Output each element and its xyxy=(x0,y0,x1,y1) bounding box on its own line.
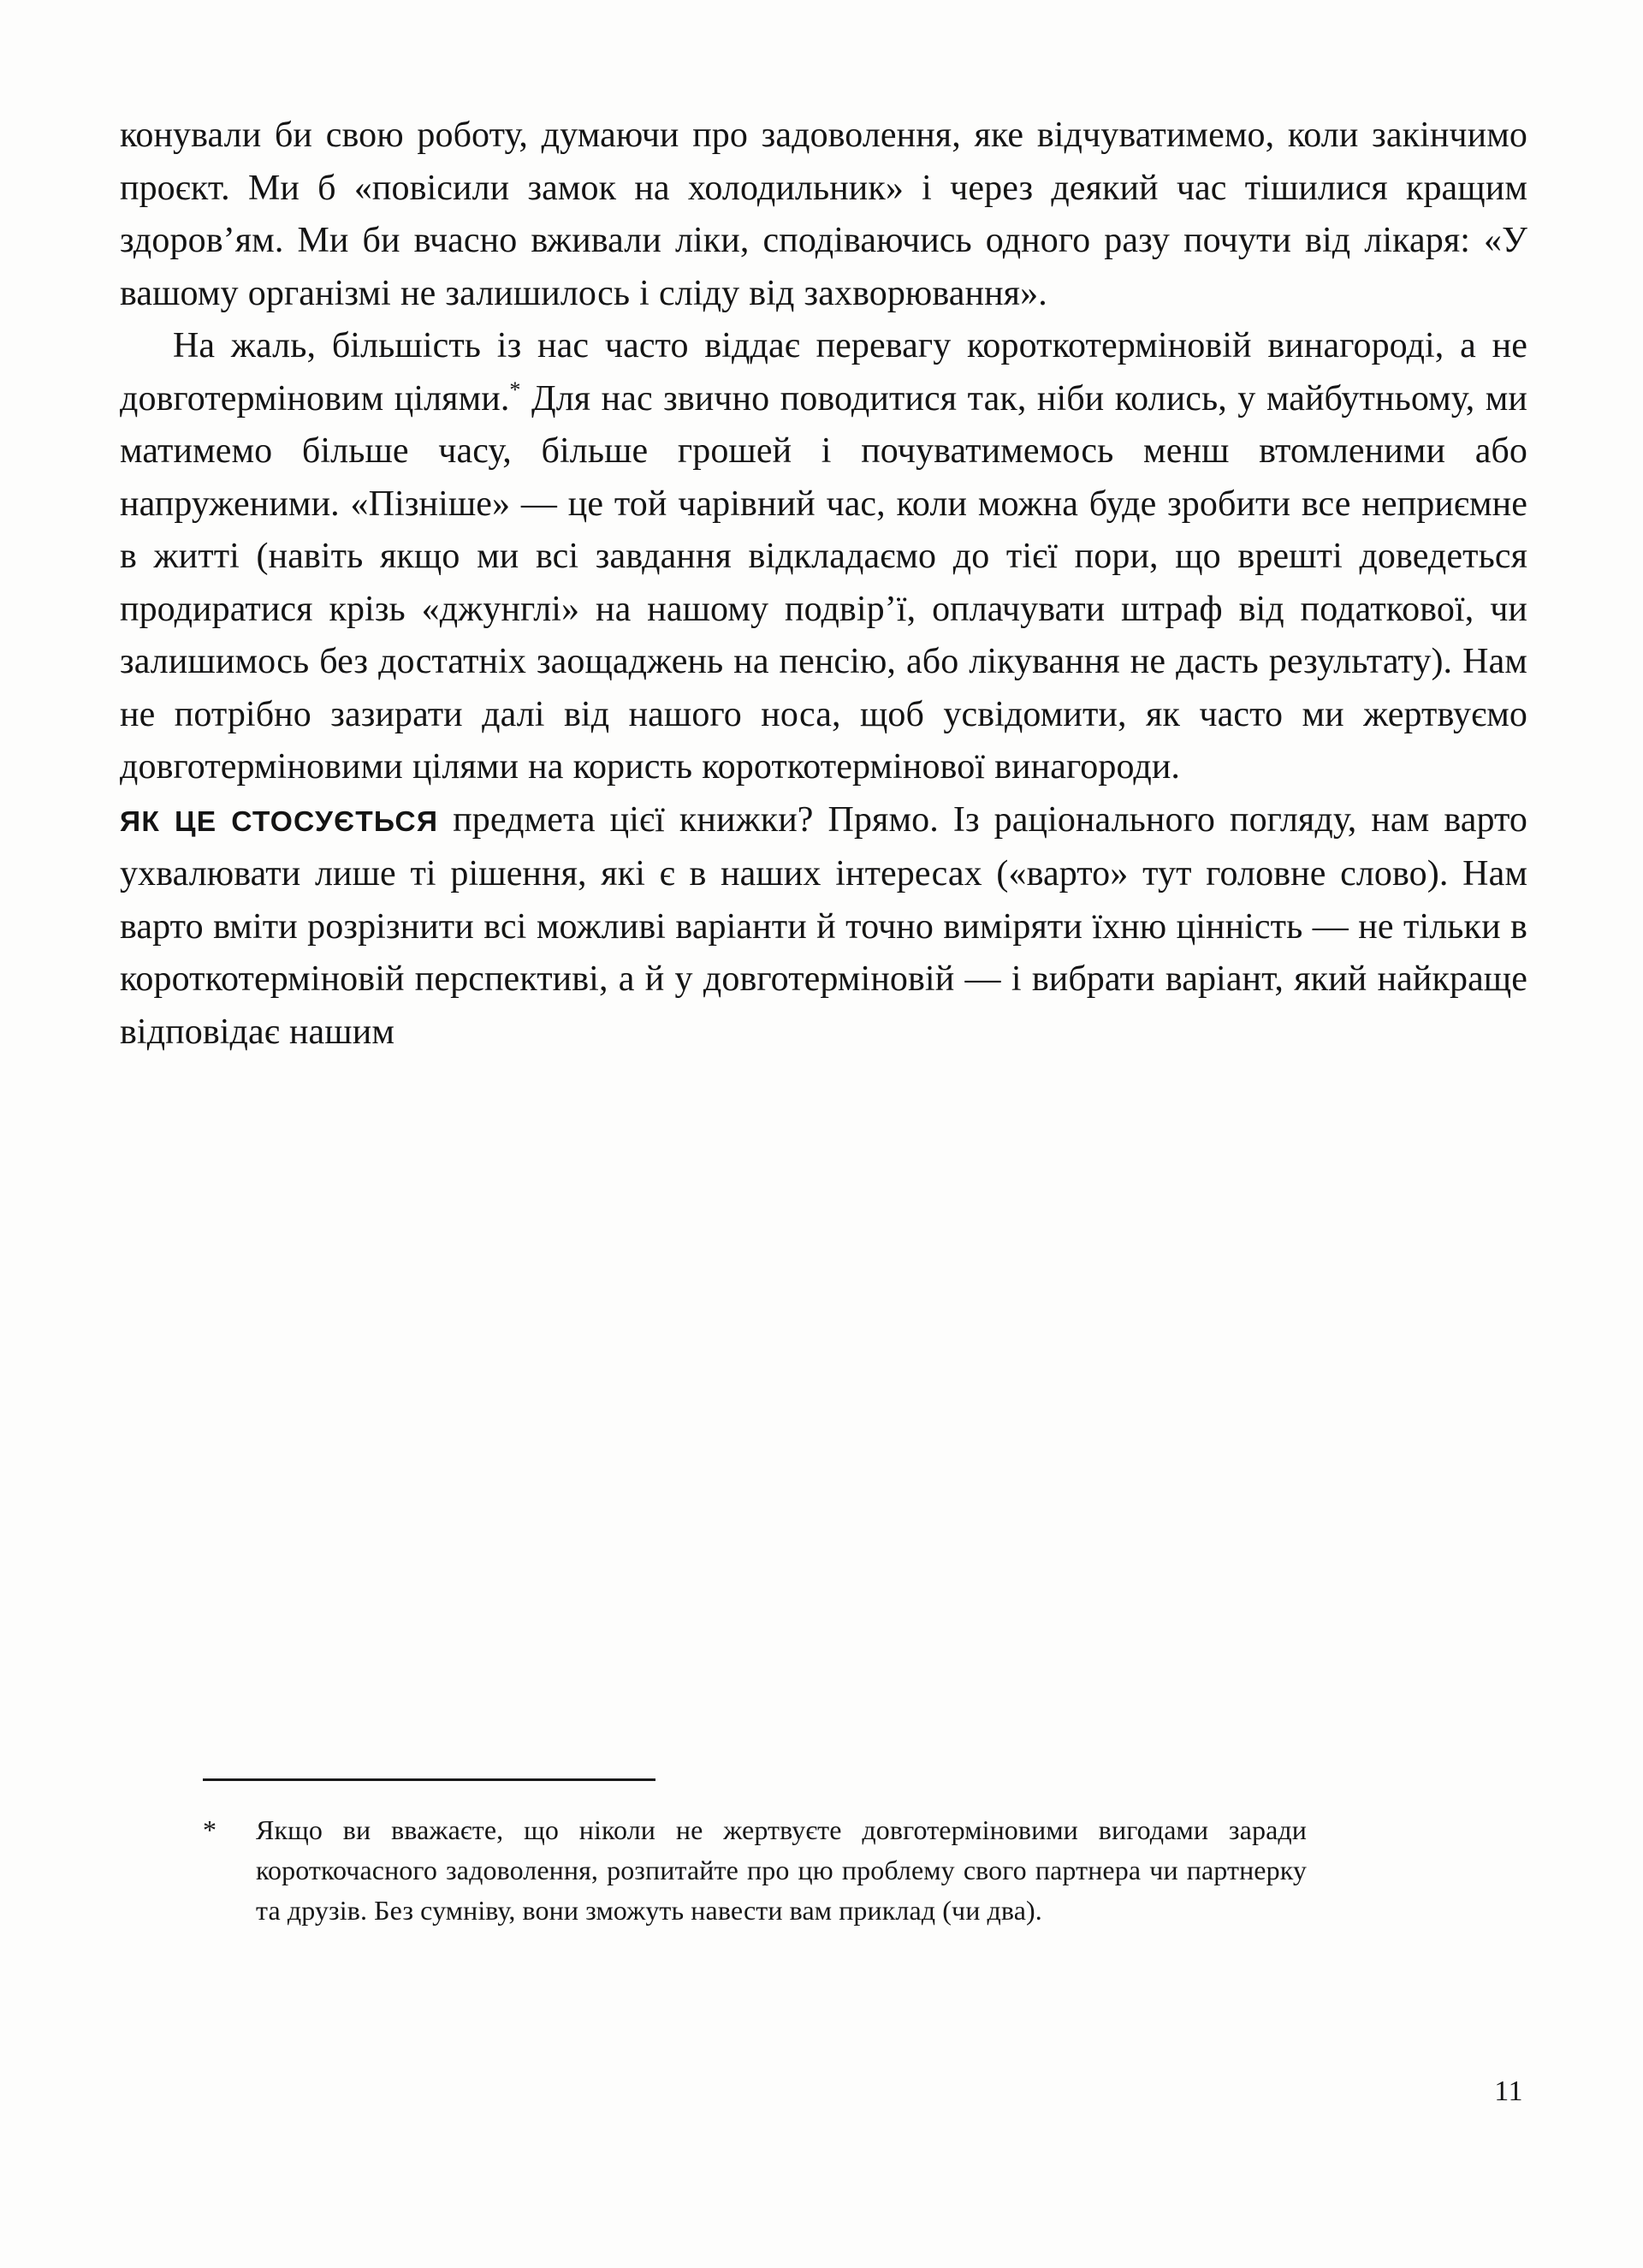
paragraph-text-before-footnote: На жаль, більшість із нас часто віддає перевагу короткотерміновій винагороді, а не довготерміновим цілями. xyxy=(120,326,1527,419)
paragraph-lead-in-smallcaps: ЯК ЦЕ СТОСУЄТЬСЯ xyxy=(120,805,439,838)
page-number: 11 xyxy=(1494,2075,1523,2107)
footnote-section xyxy=(203,1778,1307,1931)
footnote-entry xyxy=(203,1810,1307,1931)
footnote-reference-marker[interactable]: * xyxy=(509,377,521,402)
paragraph-text-after-footnote: Для нас звично поводитися так, ніби колись, у майбутньому, ми матимемо більше часу, більше грошей і почуватимемось менш втомленими або напруженими. «Пізніше» — це той чарівний час, коли можна буде зробити все неприємне в житті (навіть якщо ми всі завдання відкладаємо до тієї пори, що врешті доведеться продиратися крізь «джунглі» на нашому подвір’ї, оплачувати штраф від податкової, чи залишимось без достатніх заощаджень на пенсію, або лікування не дасть результату). Нам не потрібно зазирати далі від нашого носа, щоб усвідомити, як часто ми жертвуємо довготерміновими цілями на користь короткотермінової винагороди. xyxy=(120,378,1527,787)
body-text-column xyxy=(120,110,1527,1059)
paragraph-short-term-reward xyxy=(120,320,1527,794)
footnote-separator-rule xyxy=(203,1778,655,1781)
footnote-text: Якщо ви вважаєте, що ніколи не жертвуєте довготерміновими вигодами заради короткочасного задоволення, розпитайте про цю проблему свого партнера чи партнерку та друзів. Без сумніву, вони зможуть навести вам приклад (чи два). xyxy=(256,1814,1307,1926)
footnote-marker: * xyxy=(203,1814,217,1845)
paragraph-continued: конували би свою роботу, думаючи про задоволення, яке відчуватимемо, коли закінчимо проєкт. Ми б «повісили замок на холодильник» і через деякий час тішилися кращим здоров’ям. Ми би вчасно вживали ліки, сподіваючись одного разу почути від лікаря: «У вашому організмі не залишилось і сліду від захворювання». xyxy=(120,116,1527,313)
paragraph-body-rest: предмета цієї книжки? Прямо. Із раціонального погляду, нам варто ухвалювати лише ті рішення, які є в наших інтересах («варто» тут головне слово). Нам варто вміти розрізнити всі можливі варіанти й точно виміряти їхню цінність — не тільки в короткотерміновій перспективі, а й у довготерміновій — і вибрати варіант, який найкраще відповідає нашим xyxy=(120,799,1527,1052)
paragraph-how-this-relates xyxy=(120,794,1527,1060)
